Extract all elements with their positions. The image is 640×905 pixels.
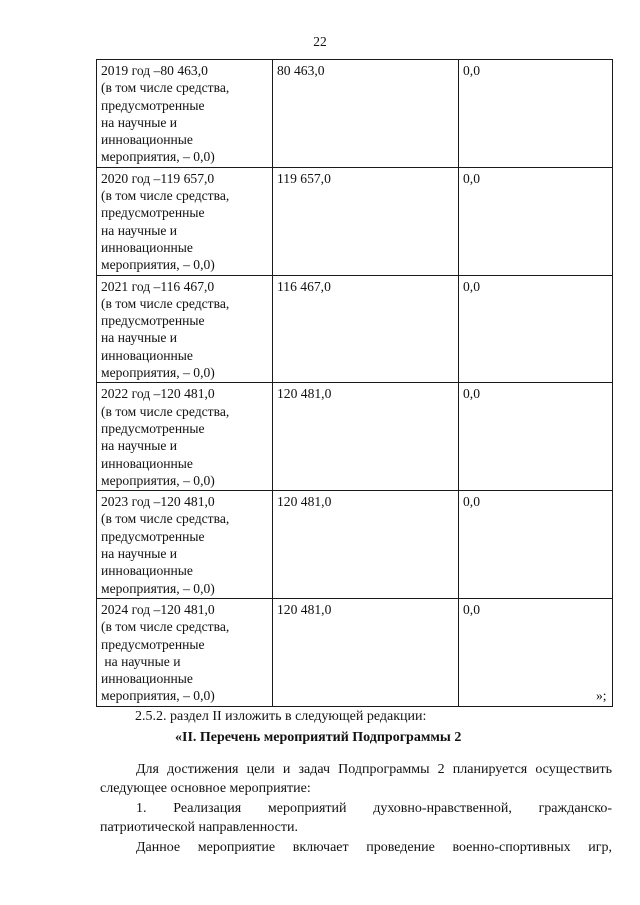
paragraph-line: Для достижения цели и задач Подпрограммы 2 планируется осуществить [136, 762, 612, 777]
year-cell-line: на научные и [101, 546, 178, 562]
year-cell-line: (в том числе средства, [101, 619, 230, 635]
year-cell-line: (в том числе средства, [101, 295, 230, 311]
year-cell [97, 598, 273, 706]
year-cell [97, 60, 273, 168]
year-cell-line: 2019 год –80 463,0 [101, 63, 208, 78]
page-number: 22 [313, 34, 327, 49]
paragraph-line: следующее основное мероприятие: [100, 781, 311, 796]
table-row [97, 383, 613, 491]
other-amount-cell: 0,0 [459, 60, 613, 168]
amount-cell: 120 481,0 [273, 598, 459, 706]
amount-cell: 119 657,0 [273, 167, 459, 275]
year-cell-line: на научные и [101, 222, 178, 238]
year-cell-line: 2020 год –119 657,0 [101, 170, 215, 186]
paragraph-line: Данное мероприятие включает проведение военно-спортивных игр, [136, 840, 612, 855]
year-cell-line: мероприятия, – 0,0) [101, 688, 215, 704]
year-cell-line: 2024 год –120 481,0 [101, 601, 215, 617]
section-heading: «II. Перечень мероприятий Подпрограммы 2 [175, 730, 462, 745]
paragraph-activity [100, 838, 612, 857]
other-amount-cell: 0,0 [459, 167, 613, 275]
year-cell-line: на научные и [101, 330, 178, 346]
year-cell-line: 2023 год –120 481,0 [101, 494, 215, 510]
year-cell [97, 491, 273, 599]
section-instruction: 2.5.2. раздел II изложить в следующей редакции: [135, 709, 427, 724]
year-cell-line: предусмотренные [101, 313, 205, 329]
year-cell-line: (в том числе средства, [101, 80, 230, 96]
paragraph-line: патриотической направленности. [100, 820, 298, 835]
year-cell [97, 275, 273, 383]
year-cell-line: на научные и [101, 438, 178, 454]
table-row [97, 491, 613, 599]
other-amount-cell: 0,0 [459, 383, 613, 491]
funding-table-body [97, 60, 613, 707]
year-cell-line: инновационные [101, 563, 193, 579]
year-cell-line: (в том числе средства, [101, 511, 230, 527]
amount-cell: 116 467,0 [273, 275, 459, 383]
year-cell-line: предусмотренные [101, 97, 205, 113]
amount-cell: 80 463,0 [273, 60, 459, 168]
table-row [97, 167, 613, 275]
closing-quote: »; [596, 688, 607, 703]
year-cell-line: инновационные [101, 239, 193, 255]
other-amount-cell: 0,0 [459, 598, 613, 706]
year-cell-line: (в том числе средства, [101, 403, 230, 419]
amount-cell: 120 481,0 [273, 383, 459, 491]
year-cell-line: на научные и [101, 114, 178, 130]
year-cell-line: (в том числе средства, [101, 188, 230, 204]
amount-cell: 120 481,0 [273, 491, 459, 599]
year-cell-line: мероприятия, – 0,0) [101, 580, 215, 596]
year-cell-line: мероприятия, – 0,0) [101, 365, 215, 381]
year-cell-line: инновационные [101, 671, 193, 687]
year-cell-line: мероприятия, – 0,0) [101, 472, 215, 488]
year-cell-line: на научные и [101, 653, 181, 669]
year-cell-line: мероприятия, – 0,0) [101, 257, 215, 273]
funding-table [96, 59, 613, 707]
other-amount-cell: 0,0 [459, 275, 613, 383]
year-cell-line: 2022 год –120 481,0 [101, 386, 215, 402]
year-cell-line: инновационные [101, 132, 193, 148]
year-cell [97, 383, 273, 491]
table-row [97, 598, 613, 706]
paragraph-goals [100, 760, 612, 798]
table-row [97, 275, 613, 383]
year-cell-line: предусмотренные [101, 205, 205, 221]
year-cell-line: инновационные [101, 455, 193, 471]
year-cell [97, 167, 273, 275]
year-cell-line: предусмотренные [101, 420, 205, 436]
year-cell-line: 2021 год –116 467,0 [101, 278, 215, 294]
year-cell-line: мероприятия, – 0,0) [101, 149, 215, 165]
year-cell-line: инновационные [101, 347, 193, 363]
paragraph-line: 1. Реализация мероприятий духовно-нравственной, гражданско- [136, 801, 612, 816]
other-amount-cell: 0,0 [459, 491, 613, 599]
table-row [97, 60, 613, 168]
year-cell-line: предусмотренные [101, 636, 205, 652]
year-cell-line: предусмотренные [101, 528, 205, 544]
paragraph-item-1 [100, 799, 612, 837]
